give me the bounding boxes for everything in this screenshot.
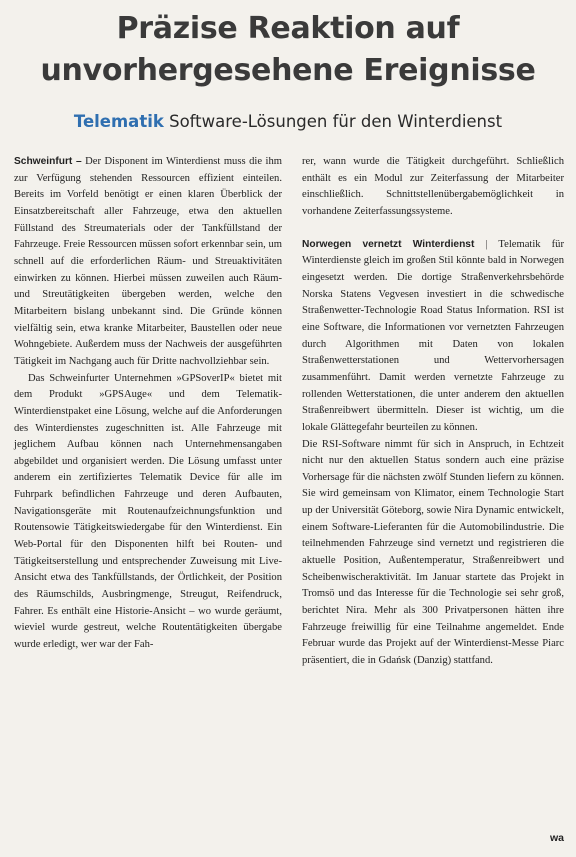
subhead-keyword: Telematik <box>73 112 164 131</box>
headline-line-1: Präzise Reaktion auf <box>116 11 460 46</box>
paragraph: Das Schweinfurter Unternehmen »GPSoverIP« bietet mit dem Produkt »GPSAuge« und dem Telematik-Winterdienstpaket eine Lösung, welche auf die Anforderungen des Winterdienstes zugeschnitten ist. Alle Fahrzeuge mit jeglichem Aufbau können nach Unternehmensangaben abgebildet und organisiert werden. Die Lösung umfasst unter anderem ein zertifiziertes Telematik Device für alle im Fuhrpark befindlichen Fahrzeuge und deren Aufbauten, Navigationsgeräte mit Routenaufzeichnungsfunktion und Routensowie Tätigkeitswiedergabe für den Winterdienst. Ein Web-Portal für den Disponenten hilft bei Routen- und Tätigkeitserstellung und entsprechender Zuweisung mit Live-Ansicht etwa des Tankfüllstands, der Örtlichkeit, der Position des Räumschilds, Ausbringmenge, Streugut, Reifendruck, Fahrer. Es enthält eine Historie-Ansicht – wo wurde geräumt, wieviel wurde gestreut, welche Routentätigkeiten übergabe wurde erledigt, wer war der Fah- <box>14 372 282 651</box>
author-initials: wa <box>549 832 564 844</box>
paragraph <box>14 154 282 371</box>
paragraph-text: Telematik für Winterdienste gleich im großen Stil könnte bald in Norwegen eingesetzt werden. Die dortige Straßenverkehrsbehörde Norska Statens Vegvesen investiert in die schwedische Straßenwetter-Technologie Road Status Information. RSI ist eine Software, die Informationen vor vernetzten Fahrzeugen durch Algorithmen mit Daten von lokalen Straßenwetterstationen und Wettervorhersagen zusammenführt. Damit werden vernetzte Fahrzeuge zu rollenden Wetterstationen, die unter anderem den aktuellen Straßenreibwert übermitteln. Dieser ist wichtig, um die lokale Glättegefahr beurteilen zu können. <box>302 238 564 433</box>
section-heading: Norwegen vernetzt Winterdienst <box>302 238 475 250</box>
dateline: Schweinfurt – <box>14 156 82 167</box>
article-subhead <box>0 112 576 131</box>
subhead-text: Software-Lösungen für den Winterdienst <box>169 112 503 131</box>
article-headline <box>0 8 576 92</box>
headline-line-2: unvorhergesehene Ereignisse <box>40 53 536 88</box>
column-left <box>14 154 282 654</box>
paragraph: rer, wann wurde die Tätigkeit durchgeführt. Schließlich enthält es ein Modul zur Zeiterfassung der Mitarbeiter einschließlich. Schnittstellenübergabemöglichkeit in vorhandene Zeiterfassungssysteme. <box>302 156 564 217</box>
paragraph: Die RSI-Software nimmt für sich in Anspruch, in Echtzeit nicht nur den aktuellen Status sondern auch eine präzise Vorhersage für die nächsten zwölf Stunden liefern zu können. Sie wird gemeinsam von Klimator, einem Technologie Start up der Universität Göteborg, sowie Nira Dynamic entwickelt, einem Software-Lieferanten für die Automobilindustrie. Die teilnehmenden Fahrzeuge sind vernetzt und registrieren die aktuelle Position, Außentemperatur, Straßenreibwert und Scheibenwischeraktivität. Im Januar startete das Projekt in Tromsö und das Interesse für die Technologie sei sehr groß, berichtet Nira. Mehr als 300 Privatpersonen hätten ihre Fahrzeuge freiwillig für eine Teilnahme angemeldet. Ende Februar wurde das Projekt auf der Winterdienst-Messe Piarc präsentiert, die in Gdańsk (Danzig) stattfand. <box>302 438 564 667</box>
paragraph <box>302 237 564 437</box>
column-right <box>302 154 564 670</box>
paragraph-text: Der Disponent im Winterdienst muss die ihm zur Verfügung stehenden Ressourcen effizient einteilen. Bereits im Vorfeld benötigt er einen klaren Überblick der Einsatzbereitschaft aller Fahrzeuge, etwa den aktuellen Füllstand des Streumaterials oder der Tankfüllstand der Fahrzeuge. Freie Ressourcen müssen sofort erkennbar sein, um schnell auf die erforderlichen Räum- und Streuaktivitäten einwirken zu können. Hierbei müssen zuweilen auch Räum- und Streutätigkeiten übergeben werden, welche den Mitarbeitern bislang unbekannt sind. Die Gründe können vielfältig sein, etwa kranke Mitarbeiter, Baustellen oder neue Wohngebiete. Außerdem muss der Nachweis der ausgeführten Tätigkeit im Nachgang auch für Dritte nachvollziehbar sein. <box>14 156 283 367</box>
paragraph-gap <box>302 221 564 237</box>
heading-separator: | <box>485 238 488 250</box>
